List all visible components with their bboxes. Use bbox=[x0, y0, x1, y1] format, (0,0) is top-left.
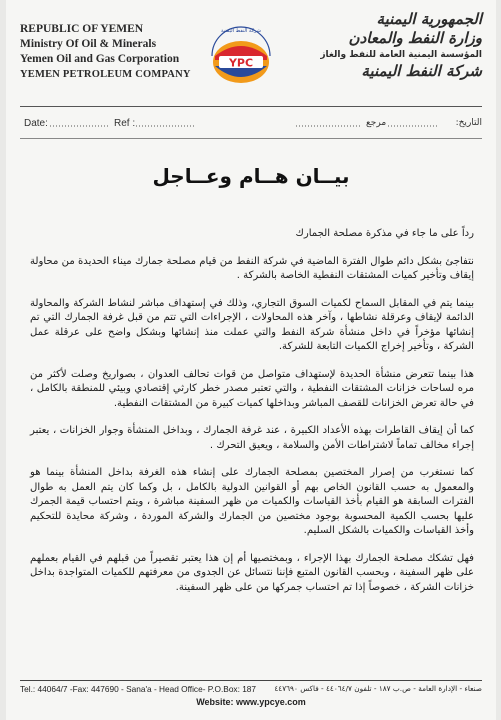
arabic-company: شركة النفط اليمنية bbox=[361, 62, 482, 80]
english-ministry: Ministry Of Oil & Minerals bbox=[20, 38, 157, 50]
letter-page bbox=[6, 0, 496, 720]
arabic-ref-label: مرجع bbox=[366, 118, 387, 128]
footer bbox=[20, 680, 482, 707]
english-republic: REPUBLIC OF YEMEN bbox=[20, 23, 144, 35]
arabic-republic: الجمهورية اليمنية bbox=[376, 10, 482, 28]
english-letterhead bbox=[20, 22, 190, 82]
intro-line: رداً على ما جاء في مذكرة مصلحة الجمارك bbox=[295, 228, 474, 239]
paragraph-4: كما أن إيقاف القاطرات بهذه الأعداد الكبيرة ، عند غرفة الجمارك ، وبداخل المنشأة وجوار الخزانات ، يعتبر إجراء مخالف تماماً لاشتراطات الأمن والسلامة ، ويعيق التحرك . bbox=[30, 425, 474, 451]
paragraph-1: نتفاجئ بشكل دائم طوال الفترة الماضية في شركة النفط من قيام مصلحة جمارك ميناء الحديدة من محاولة إيقاف وتأخير كميات المشتقات النفطية الخاصة بالشركة . bbox=[30, 255, 474, 281]
logo-arc-text: شركة النفط اليمنية bbox=[221, 28, 261, 34]
date-label: Date: bbox=[24, 118, 48, 129]
document-title: بيــان هــام وعــاجل bbox=[152, 164, 350, 188]
date-dotted-line bbox=[50, 124, 110, 128]
logo-text: YPC bbox=[228, 56, 254, 70]
paragraph-2: بينما يتم في المقابل السماح لكميات السوق التجاري، وذلك في إستهداف مباشر لنشاط الشركة والمحاولة الدائمة لإيقاف وعرقلة نشاطها ، وآخر هذه المحاولات ، الإجراءات التي تتم من قبل غرفة الجمارك التي تم إنشائها مؤخراً في داخل منشأة شركة النفط والتي عملت منذ إنشائها وبشكل واضح على عرقلة عمل الشركة ، وتأخير إخراج الكميات التابعة للشركة. bbox=[30, 297, 474, 352]
footer-contact-arabic: صنعاء - الإدارة العامة - ص.ب ١٨٧ - تلفون ٤٤٠٦٤/٧ - فاكس ٤٤٧٦٩٠ bbox=[274, 684, 482, 693]
paragraph-5: كما نستغرب من إصرار المختصين بمصلحة الجمارك على إنشاء هذه الغرفة بداخل المنشأة بينما هو والمعمول به حسب القانون الخاص بهم أو القوانين الدولية بالكامل ، بل وكما كان يتم العمل به طوال الفترات السابقة هو القيام بأخذ القياسات والكميات من ظهر السفينة مباشرة ، ويتم احتساب قيمة الجمرك عليها بحسب الكمية المحسوبة بوجود مختصين من الجمارك والشركة الموردة ، وشركة محايدة للتحكيم وأخذ القياسات والكميات بالشكل السليم. bbox=[30, 467, 474, 536]
footer-website: Website: www.ypcye.com bbox=[196, 697, 306, 707]
paragraph-6: فهل تشكك مصلحة الجمارك بهذا الإجراء ، وبمختصيها أم إن هذا يعتبر تقصيراً من قبلهم في القيام بعملهم على ظهر السفينة ، وبحسب القانون المتبع فإننا نتسائل عن الجدوى من معرفتهم للكميات المتواجدة بداخل خزانات الشركة ، خصوصاً إذا تم احتساب جمركها من على ظهر السفينة. bbox=[30, 552, 474, 593]
footer-contact-english: Tel.: 44064/7 -Fax: 447690 - Sana'a - Head Office- P.O.Box: 187 bbox=[20, 684, 257, 694]
document-body bbox=[30, 227, 474, 608]
paragraph-3: هذا بينما تتعرض منشأة الحديدة لإستهداف متواصل من قوات تحالف العدوان ، بصواريخ وصلت لأكثر من مره لساحات خزانات المشتقات النفطية ، والتي تعتبر مصدر خطر كارثي إقتصادي وبيئي للمنطقة بالكامل ، في حالة تعرض الخزانات للقصف المباشر وبداخلها كميات كبيرة من المشتقات النفطية. bbox=[30, 368, 474, 409]
arabic-ministry: وزارة النفط والمعادن bbox=[348, 29, 482, 47]
ref-label: Ref : bbox=[114, 118, 136, 129]
english-corporation: Yemen Oil and Gas Corporation bbox=[20, 53, 180, 65]
header-divider bbox=[20, 106, 482, 107]
arabic-letterhead bbox=[317, 10, 482, 80]
arabic-date-label: التاريخ: bbox=[455, 118, 482, 128]
meta-divider bbox=[20, 138, 482, 139]
arabic-ref-dotted-line bbox=[296, 124, 362, 128]
arabic-date-dotted-line bbox=[388, 124, 438, 128]
ypc-logo bbox=[204, 22, 278, 92]
english-company: YEMEN PETROLEUM COMPANY bbox=[20, 69, 191, 80]
ref-dotted-line bbox=[136, 124, 196, 128]
arabic-corporation: المؤسسة اليمنية العامة للنفط والغاز bbox=[320, 50, 482, 60]
